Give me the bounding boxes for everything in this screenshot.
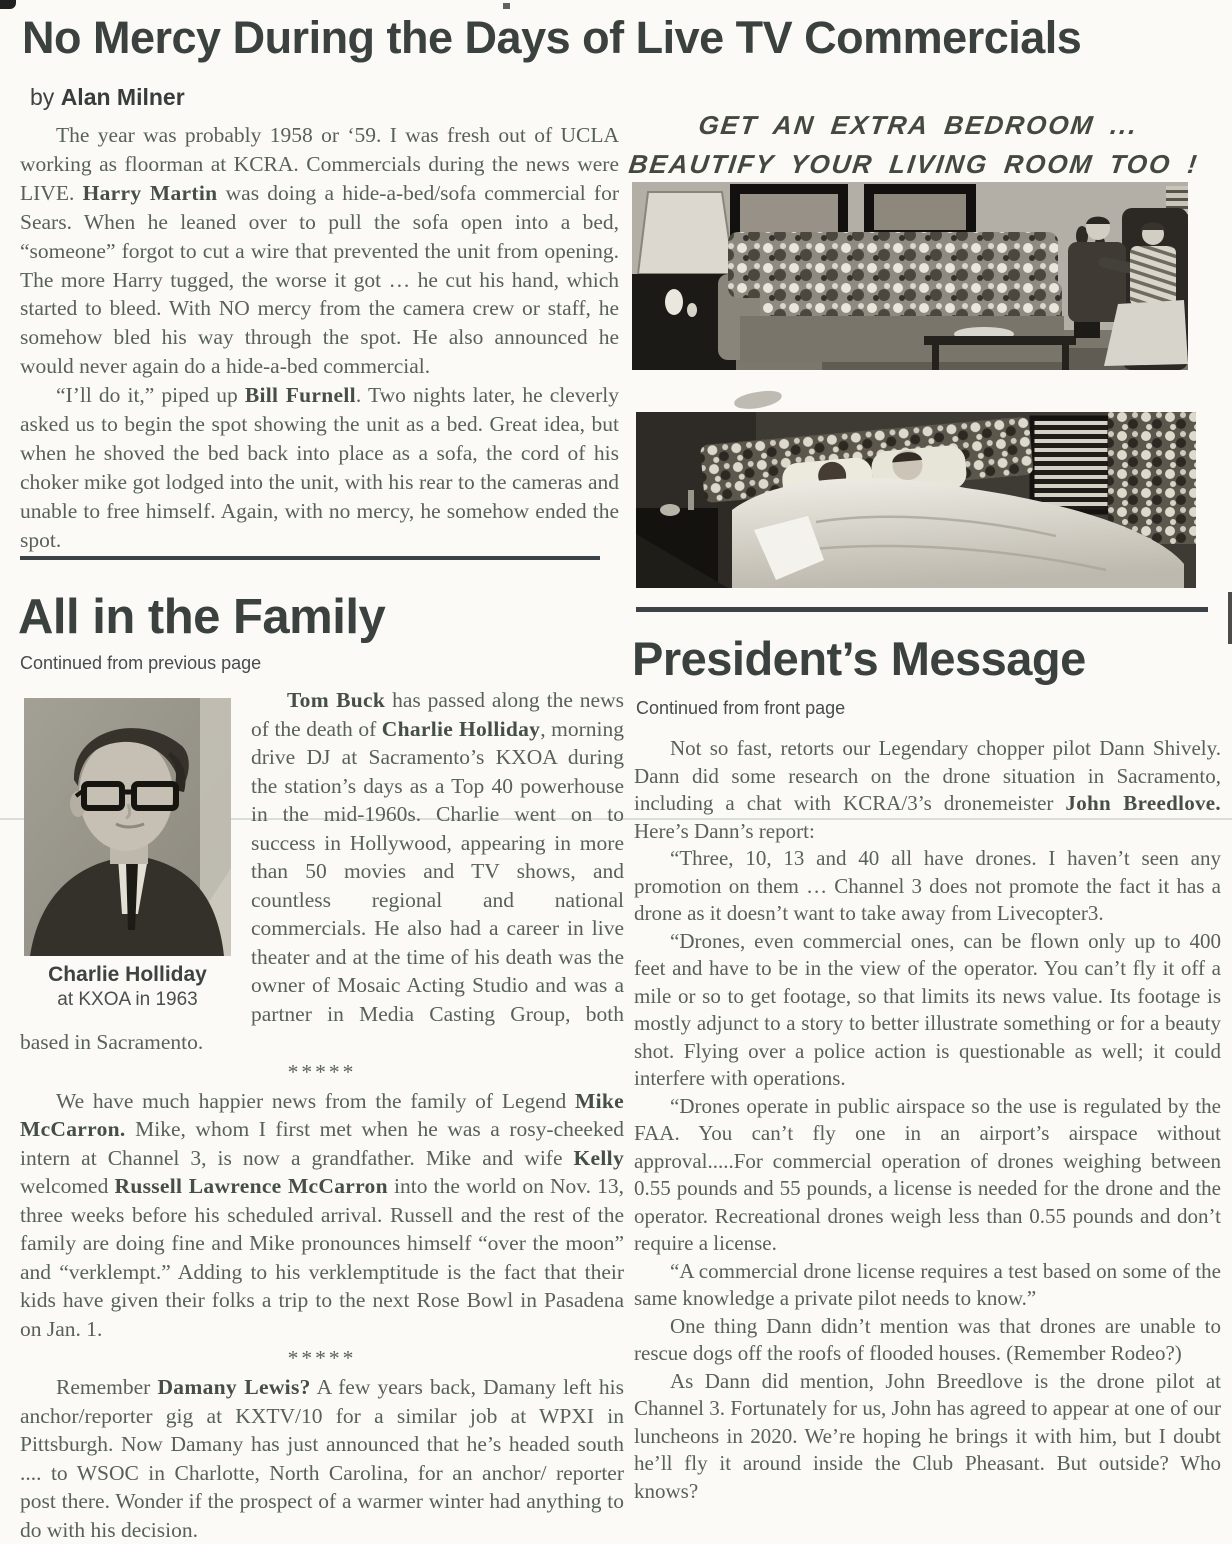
text-run: “Three, 10, 13 and 40 all have drones. I haven’t seen any promotion on them … Channel 3 does not promote the fact it has a drone as it doesn’t want to take away from Livecopter3. [634, 846, 1221, 925]
family-continued-note: Continued from previous page [20, 653, 262, 673]
no-mercy-body [20, 121, 619, 555]
paragraph-pm-1 [634, 735, 1221, 845]
text-run: “A commercial drone license requires a test based on some of the same knowledge a private pilot needs to know.” [634, 1258, 1221, 1310]
text-run: “Drones operate in public airspace so the use is regulated by the FAA. You can’t fly one in an airport’s airspace without approval.....For commercial operation of drones weighing between 0.55 pounds and 55 pounds, a license is needed for the drone and the operator. Recreational drones weigh less than 0.55 pounds and don’t require a license. [634, 1093, 1221, 1255]
photo-caption-detail: at KXOA in 1963 [57, 989, 198, 1010]
presidents-message-title: President’s Message [632, 632, 1086, 685]
paragraph-pm-3 [634, 928, 1221, 1093]
ad-headline [619, 106, 1213, 184]
text-run: “I’ll do it,” piped up [56, 383, 245, 408]
paragraph-pm-6 [634, 1313, 1221, 1368]
text-run: Remember [56, 1375, 158, 1399]
bold-text-run: Kelly [573, 1145, 624, 1170]
ad-headline-line2: BEAUTIFY YOUR LIVING ROOM TOO ! [627, 149, 1201, 179]
text-run: A few years back, Damany left his anchor/reporter gig at KXTV/10 for a similar job at WPXI in Pittsburgh. Now Damany has just announced that he’s headed south .... to WSOC in Charlotte, North Carolina, for an anchor/ reporter post there. Wonder if the prospect of a warmer winter had anything to do with his decision. [20, 1375, 625, 1542]
byline [30, 84, 185, 111]
family-section-title: All in the Family [18, 590, 386, 644]
ad-doodle-blob [733, 389, 783, 412]
page-title: No Mercy During the Days of Live TV Commercials [22, 12, 1082, 63]
presidents-message-body [634, 735, 1221, 1505]
paragraph-no-mercy-1 [20, 121, 619, 381]
charlie-holliday-photo-block [20, 698, 235, 1012]
paragraph-pm-5 [634, 1258, 1221, 1313]
text-run: has passed along the news of the death of [251, 688, 624, 741]
bold-text-run: John Breedlove. [1065, 791, 1221, 815]
text-run: One thing Dann didn’t mention was that drones are unable to rescue dogs off the roofs of flooded houses. (Remember Rodeo?) [634, 1313, 1221, 1365]
ad-headline-line1: GET AN EXTRA BEDROOM ... [696, 110, 1141, 140]
presidents-message-continued-note: Continued from front page [636, 698, 846, 718]
text-run: welcomed [20, 1174, 115, 1198]
text-run: . Two nights later, he cleverly asked us to begin the spot showing the unit as a bed. Great idea, but when he shoved the bed back into place as a sofa, the cord of his choker mike got lodged into the unit, with his rear to the cameras and unable to free himself. Again, with no mercy, he somehow ended the spot. [20, 383, 619, 552]
bold-text-run: Charlie Holliday [381, 716, 541, 741]
bold-text-run: Bill Furnell [244, 383, 356, 408]
ad-photo-living-room [632, 182, 1188, 370]
text-run: was doing a hide-a-bed/sofa commercial for Sears. When he leaned over to pull the sofa open into a bed, “someone” forgot to cut a wire that prevented the unit from opening. The more Harry tugged, the worse it got … he cut his hand, which started to bleed. With NO mercy from the camera crew or staff, he somehow bled his way through the spot. He also announced he would never again do a hide-a-bed commercial. [20, 180, 619, 379]
paragraph-mccarron [20, 1087, 624, 1344]
section-divider-left [20, 556, 600, 560]
asterisk-separator: ***** [287, 1346, 357, 1370]
scan-artifact [503, 3, 510, 9]
section-divider-right [636, 607, 1208, 612]
text-run: Mike, whom I first met when he was a rosy-cheeked intern at Channel 3, is now a grandfather. Mike and wife [20, 1117, 624, 1170]
text-run: Not so fast, retorts our Legendary chopper pilot Dann Shively. Dann did some research on the drone situation in Sacramento, including a chat with KCRA/3’s dronemeister [634, 736, 1221, 815]
text-run: The year was probably 1958 or ‘59. I was fresh out of UCLA working as floorman at KCRA. Commercials during the news were LIVE. [20, 123, 619, 205]
text-run: , morning drive DJ at Sacramento’s KXOA during the station’s days as a Top 40 powerhouse in the mid-1960s. Charlie went on to success in Hollywood, appearing in more than 50 movies and TV shows, and countless regional and national commercials. He also had a career in live theater and at the time of his death was the owner of Mosaic Acting Studio and was a partner in Media Casting Group, both based in Sacramento. [20, 716, 624, 1054]
paragraph-damany [20, 1373, 624, 1544]
charlie-holliday-portrait [24, 698, 231, 956]
ad-photo-bedroom [636, 412, 1196, 588]
byline-author: Alan Milner [60, 84, 185, 110]
paragraph-no-mercy-2 [20, 381, 619, 554]
text-run: into the world on Nov. 13, three weeks before his scheduled arrival. Russell and the rest of the family are doing fine and Mike pronounces himself “over the moon” and “verklempt.” Adding to his verklemptitude is the fact that their kids have given their folks a trip to the next Rose Bowl in Pasadena on Jan. 1. [20, 1174, 624, 1341]
text-run: As Dann did mention, John Breedlove is the drone pilot at Channel 3. Fortunately for us, John has agreed to appear at one of our luncheons in 2020. We’re hoping he brings it with him, but I doubt he’ll fly it around inside the Club Pheasant. But outside? Who knows? [634, 1368, 1221, 1503]
byline-prefix: by [30, 84, 55, 110]
photo-caption-name: Charlie Holliday [48, 963, 207, 986]
paragraph-pm-4 [634, 1093, 1221, 1258]
text-run: We have much happier news from the family of Legend [56, 1088, 576, 1113]
family-body [20, 686, 624, 1544]
bold-text-run: Damany Lewis? [157, 1375, 311, 1399]
text-run: Here’s Dann’s report: [634, 818, 815, 843]
bold-text-run: Harry Martin [82, 180, 218, 205]
paragraph-pm-7 [634, 1368, 1221, 1506]
text-run: “Drones, even commercial ones, can be flown only up to 400 feet and have to be in the view of the operator. You can’t fly it off a mile or so to get footage, so that limits its news value. Its footage is mostly adjunct to a story to better illustrate something or for a beauty shot. Flying over a police action is questionable as well; it could interfere with operations. [634, 928, 1221, 1090]
bold-text-run: Russell Lawrence McCarron [114, 1174, 388, 1198]
bold-text-run: Mike McCarron. [20, 1088, 624, 1141]
paragraph-pm-2 [634, 845, 1221, 928]
scan-artifact [0, 0, 16, 9]
asterisk-separator: ***** [287, 1059, 357, 1084]
bold-text-run: Tom Buck [287, 688, 386, 712]
